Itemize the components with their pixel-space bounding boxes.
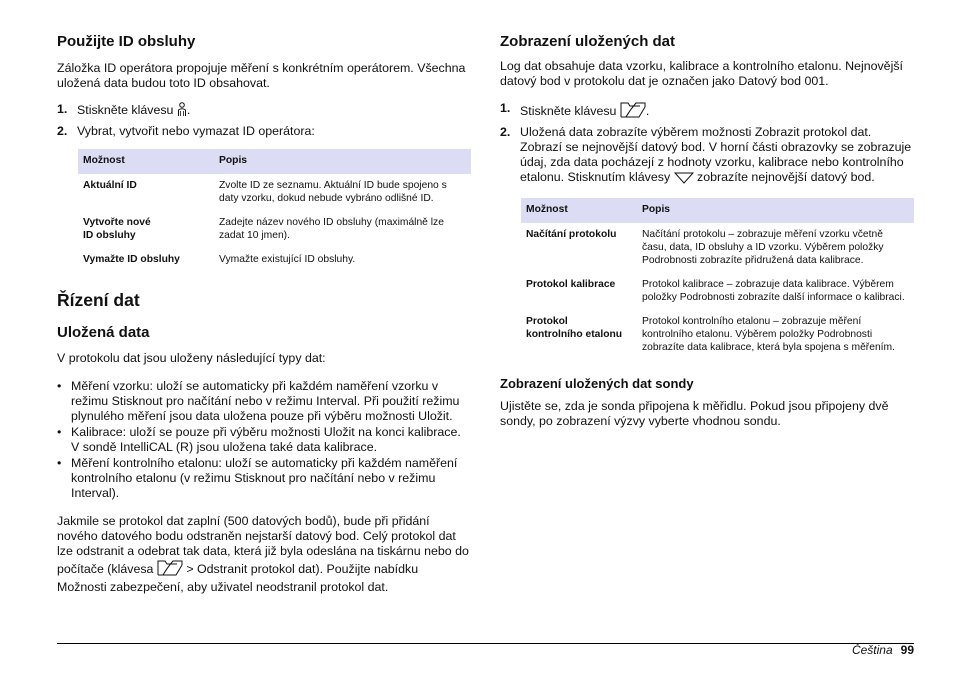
folder-key-icon xyxy=(157,559,183,580)
bullet-marker: • xyxy=(57,379,62,393)
stored-data-heading: Uložená data xyxy=(57,324,150,341)
option-cell xyxy=(78,208,214,245)
step-number: 1. xyxy=(500,101,511,115)
left-column xyxy=(57,33,471,595)
step-text-end: . xyxy=(186,103,191,117)
bullet-marker: • xyxy=(57,425,62,439)
footer-language: Čeština xyxy=(851,643,893,657)
footer-divider xyxy=(57,643,914,644)
view-stored-data-heading: Zobrazení uložených dat xyxy=(500,33,676,50)
step-text: Stiskněte klávesu xyxy=(520,104,620,118)
data-log-paragraph xyxy=(57,514,471,595)
list-item xyxy=(57,379,471,424)
option-line: ID obsluhy xyxy=(83,230,136,241)
table-row xyxy=(78,245,471,269)
operator-person-icon xyxy=(177,102,187,121)
step-text-end: zobrazíte nejnovější datový bod. xyxy=(693,170,875,184)
view-probe-data-text: Ujistěte se, zda je sonda připojena k měřidlu. Pokud jsou připojeny dvě sondy, po zobrazení výzvy vyberte vhodnou sondu. xyxy=(500,399,889,428)
view-data-steps xyxy=(500,101,914,188)
table-row xyxy=(521,223,914,270)
description-cell: Protokol kontrolního etalonu – zobrazuje měření kontrolního etalonu. Výběrem položky Podrobnosti zobrazíte data kalibrace, která byla spojena s měřením. xyxy=(642,316,895,353)
step-number: 2. xyxy=(500,125,511,139)
table-row xyxy=(521,307,914,357)
description-cell: Zvolte ID ze seznamu. Aktuální ID bude spojeno s daty vzorku, dokud nebude vybráno odlišné ID. xyxy=(219,180,447,204)
step-text: Vybrat, vytvořit nebo vymazat ID operátora: xyxy=(77,124,315,138)
column-header-option: Možnost xyxy=(78,149,214,174)
down-arrow-key-icon xyxy=(674,172,694,188)
operator-id-heading: Použijte ID obsluhy xyxy=(57,33,196,50)
bullet-marker: • xyxy=(57,456,62,470)
option-line: Protokol xyxy=(526,316,568,327)
step-item xyxy=(57,124,471,139)
step-text-end: . xyxy=(645,104,650,118)
table-row xyxy=(78,174,471,208)
operator-options-table xyxy=(78,149,471,269)
folder-key-icon xyxy=(620,101,646,122)
step-text: Stiskněte klávesu xyxy=(77,103,177,117)
data-log-options-table xyxy=(521,198,914,357)
table-row xyxy=(78,208,471,245)
list-item-text: Měření kontrolního etalonu: uloží se automaticky při každém naměření kontrolního etalonu (v režimu Stisknout pro načítání nebo v režimu Interval). xyxy=(71,456,458,500)
option-line: Vytvořte nové xyxy=(83,217,151,228)
paragraph-text: Jakmile se protokol dat zaplní (500 datových bodů), bude při přidání nového datového bodu odstraněn nejstarší datový bod. Celý protokol dat lze odstranit a odebrat tak data, která již byla odeslána na tiskárnu nebo do počítače (klávesa xyxy=(57,514,469,576)
option-cell: Protokol kalibrace xyxy=(526,279,616,290)
option-line: kontrolního etalonu xyxy=(526,329,623,340)
column-header-description: Popis xyxy=(637,198,914,223)
step-item xyxy=(500,101,914,122)
view-probe-data-heading: Zobrazení uložených dat sondy xyxy=(500,376,694,391)
column-header-option: Možnost xyxy=(521,198,637,223)
stored-data-list xyxy=(57,379,471,501)
step-item xyxy=(57,102,471,121)
step-text: Uložená data zobrazíte výběrem možnosti Zobrazit protokol dat. Zobrazí se nejnovější datový bod. V horní části obrazovky se zobrazuje údaj, zda data pocházejí z hodnoty vzorku, kalibrace nebo kontrolního etalonu. Stisknutím klávesy xyxy=(520,125,912,184)
description-cell: Načítání protokolu – zobrazuje měření vzorku včetně času, data, ID obsluhy a ID vzorku. Výběrem položky Podrobnosti zobrazíte přidružená data kalibrace. xyxy=(642,229,884,266)
stored-data-intro: V protokolu dat jsou uloženy následující typy dat: xyxy=(57,351,326,365)
view-stored-data-intro: Log dat obsahuje data vzorku, kalibrace a kontrolního etalonu. Nejnovější datový bod v protokolu dat je označen jako Datový bod 001. xyxy=(500,59,903,88)
step-number: 2. xyxy=(57,124,68,138)
step-number: 1. xyxy=(57,102,68,116)
data-management-heading: Řízení dat xyxy=(57,290,140,310)
list-item-text: Měření vzorku: uloží se automaticky při každém naměření vzorku v režimu Stisknout pro načítání nebo v režimu Interval. Při použití režimu plynulého měření jsou data uložena pouze při výběru možnosti Uložit. xyxy=(71,379,460,423)
step-item xyxy=(500,125,914,188)
list-item xyxy=(57,425,471,455)
column-header-description: Popis xyxy=(214,149,471,174)
operator-steps xyxy=(57,102,471,139)
page-number: 99 xyxy=(900,643,914,657)
operator-intro: Záložka ID operátora propojuje měření s konkrétním operátorem. Všechna uložená data budou toto ID obsahovat. xyxy=(57,61,466,90)
page-footer xyxy=(852,643,914,657)
description-cell: Vymažte existující ID obsluhy. xyxy=(219,254,356,265)
description-cell: Protokol kalibrace – zobrazuje data kalibrace. Výběrem položky Podrobnosti zobrazíte další informace o kalibraci. xyxy=(642,279,905,303)
option-cell: Aktuální ID xyxy=(83,180,137,191)
table-header-row xyxy=(78,149,471,174)
option-cell: Vymažte ID obsluhy xyxy=(83,254,180,265)
table-row xyxy=(521,270,914,307)
list-item-text: Kalibrace: uloží se pouze při výběru možnosti Uložit na konci kalibrace. V sondě IntelliCAL (R) jsou uložena také data kalibrace. xyxy=(71,425,461,454)
option-cell: Načítání protokolu xyxy=(526,229,617,240)
list-item xyxy=(57,456,471,501)
right-column xyxy=(500,33,914,429)
description-cell: Zadejte název nového ID obsluhy (maximálně lze zadat 10 jmen). xyxy=(219,217,444,241)
table-header-row xyxy=(521,198,914,223)
option-cell xyxy=(521,307,637,357)
paragraph-text: > Odstranit protokol dat). Použijte nabídku Možnosti zabezpečení, aby uživatel neodstranil protokol dat. xyxy=(57,562,419,594)
